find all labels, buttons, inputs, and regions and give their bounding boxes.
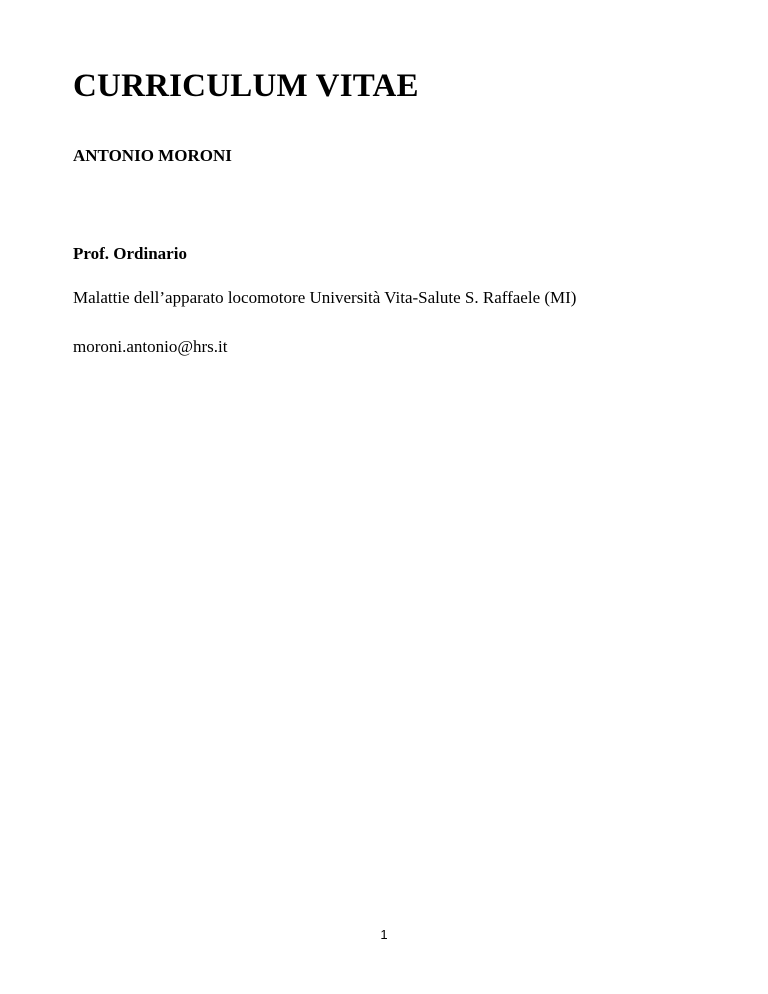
email-address: moroni.antonio@hrs.it	[73, 337, 228, 356]
page-number: 1	[380, 927, 388, 942]
author-name: ANTONIO MORONI	[73, 146, 232, 165]
document-title: CURRICULUM VITAE	[73, 68, 419, 104]
position-title: Prof. Ordinario	[73, 244, 187, 263]
affiliation-text: Malattie dell’apparato locomotore Università Vita-Salute S. Raffaele (MI)	[73, 288, 577, 307]
